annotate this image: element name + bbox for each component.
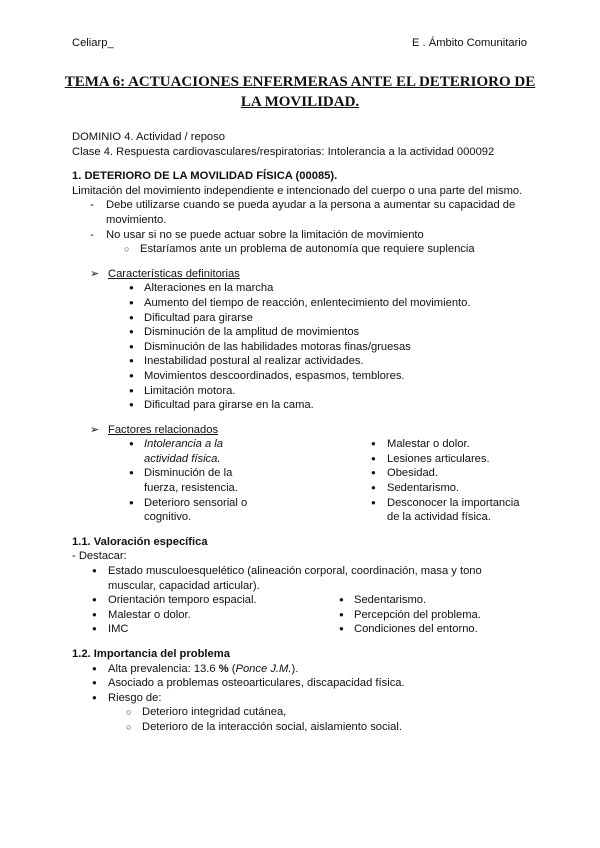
section-1-heading: 1. DETERIORO DE LA MOVILIDAD FÍSICA (00085).: [72, 170, 338, 183]
characteristics-title: Características definitorias: [108, 267, 240, 280]
list-item: ● Desconocer la importancia de la actividad física.: [367, 496, 527, 525]
list-item: ● Sedentarismo.: [367, 481, 527, 496]
dash-item-2: - No usar si no se puede actuar sobre la limitación de movimiento: [72, 228, 532, 243]
section-1-1-full-list: [72, 564, 532, 593]
list-item: ● Inestabilidad postural al realizar actividades.: [72, 354, 532, 369]
dash-sub-item: ○ Estaríamos ante un problema de autonomía que requiere suplencia: [72, 242, 532, 257]
arrow-bullet-icon: ➢: [90, 267, 100, 280]
list-item: ● Malestar o dolor.: [367, 437, 527, 452]
section-1-1-lead: - Destacar:: [72, 550, 127, 563]
list-item: ○ Deterioro de la interacción social, aislamiento social.: [72, 720, 532, 735]
arrow-bullet-icon: ➢: [90, 423, 100, 436]
characteristics-heading: [72, 267, 532, 282]
list-item: ● Movimientos descoordinados, espasmos, temblores.: [72, 369, 532, 384]
list-item: ● Condiciones del entorno.: [334, 622, 481, 637]
dash-sub-list: [72, 242, 532, 257]
characteristics-list: [72, 281, 532, 412]
section-1-2-heading: 1.2. Importancia del problema: [72, 648, 230, 660]
document-body: [72, 130, 532, 735]
factors-right-list: [307, 437, 527, 525]
list-item: ● Obesidad.: [367, 466, 527, 481]
section-1-1-columns: [72, 593, 532, 637]
list-item: ● Disminución de la fuerza, resistencia.: [72, 466, 307, 495]
list-item: ● Disminución de las habilidades motoras finas/gruesas: [72, 340, 532, 355]
list-item: ● Intolerancia a la actividad física.: [72, 437, 307, 466]
list-item: ● Aumento del tiempo de reacción, enlentecimiento del movimiento.: [72, 296, 532, 311]
factors-heading: [72, 423, 532, 438]
section-1-dash-list: [72, 198, 532, 242]
section-1-1-left-list: [72, 593, 334, 637]
factors-left-list: [72, 437, 307, 525]
page-title: TEMA 6: ACTUACIONES ENFERMERAS ANTE EL DETERIORO DE LA MOVILIDAD.: [64, 74, 536, 110]
risk-sub-list: [72, 705, 532, 734]
header-right: E . Ámbito Comunitario: [411, 37, 527, 49]
list-item: ● IMC: [72, 622, 334, 637]
factors-columns: [72, 437, 532, 525]
list-item: ● Lesiones articulares.: [367, 452, 527, 467]
list-item: ● Alta prevalencia: 13.6 % (Ponce J.M.).: [72, 662, 532, 677]
list-item: ● Deterioro sensorial o cognitivo.: [72, 496, 307, 525]
list-item: ● Percepción del problema.: [334, 608, 481, 623]
list-item: ● Malestar o dolor.: [72, 608, 334, 623]
list-item: ● Asociado a problemas osteoarticulares, discapacidad física.: [72, 676, 532, 691]
list-item: ● Limitación motora.: [72, 384, 532, 399]
list-item: ● Disminución de la amplitud de movimientos: [72, 325, 532, 340]
list-item: ● Sedentarismo.: [334, 593, 481, 608]
list-item: ● Estado musculoesquelético (alineación corporal, coordinación, masa y tono muscular, capacidad articular).: [72, 564, 532, 593]
factors-title: Factores relacionados: [108, 423, 219, 436]
list-item: ○ Deterioro integridad cutánea,: [72, 705, 532, 720]
class-line: Clase 4. Respuesta cardiovasculares/respiratorias: Intolerancia a la actividad 000092: [72, 145, 495, 158]
list-item: ● Riesgo de:: [72, 691, 532, 706]
dash-item-1: - Debe utilizarse cuando se pueda ayudar a la persona a aumentar su capacidad de movimiento.: [72, 198, 532, 227]
section-1-intro: Limitación del movimiento independiente e intencionado del cuerpo o una parte del mismo.: [72, 184, 523, 197]
list-item: ● Alteraciones en la marcha: [72, 281, 532, 296]
list-item: ● Dificultad para girarse: [72, 311, 532, 326]
section-1-1-heading: 1.1. Valoración específica: [72, 535, 208, 548]
section-1-2-list: [72, 662, 532, 706]
header-left: Celiarp_: [72, 37, 114, 49]
section-1-1-right-list: [334, 593, 481, 637]
list-item: ● Dificultad para girarse en la cama.: [72, 398, 532, 413]
domain-line: DOMINIO 4. Actividad / reposo: [72, 131, 225, 143]
list-item: ● Orientación temporo espacial.: [72, 593, 334, 608]
